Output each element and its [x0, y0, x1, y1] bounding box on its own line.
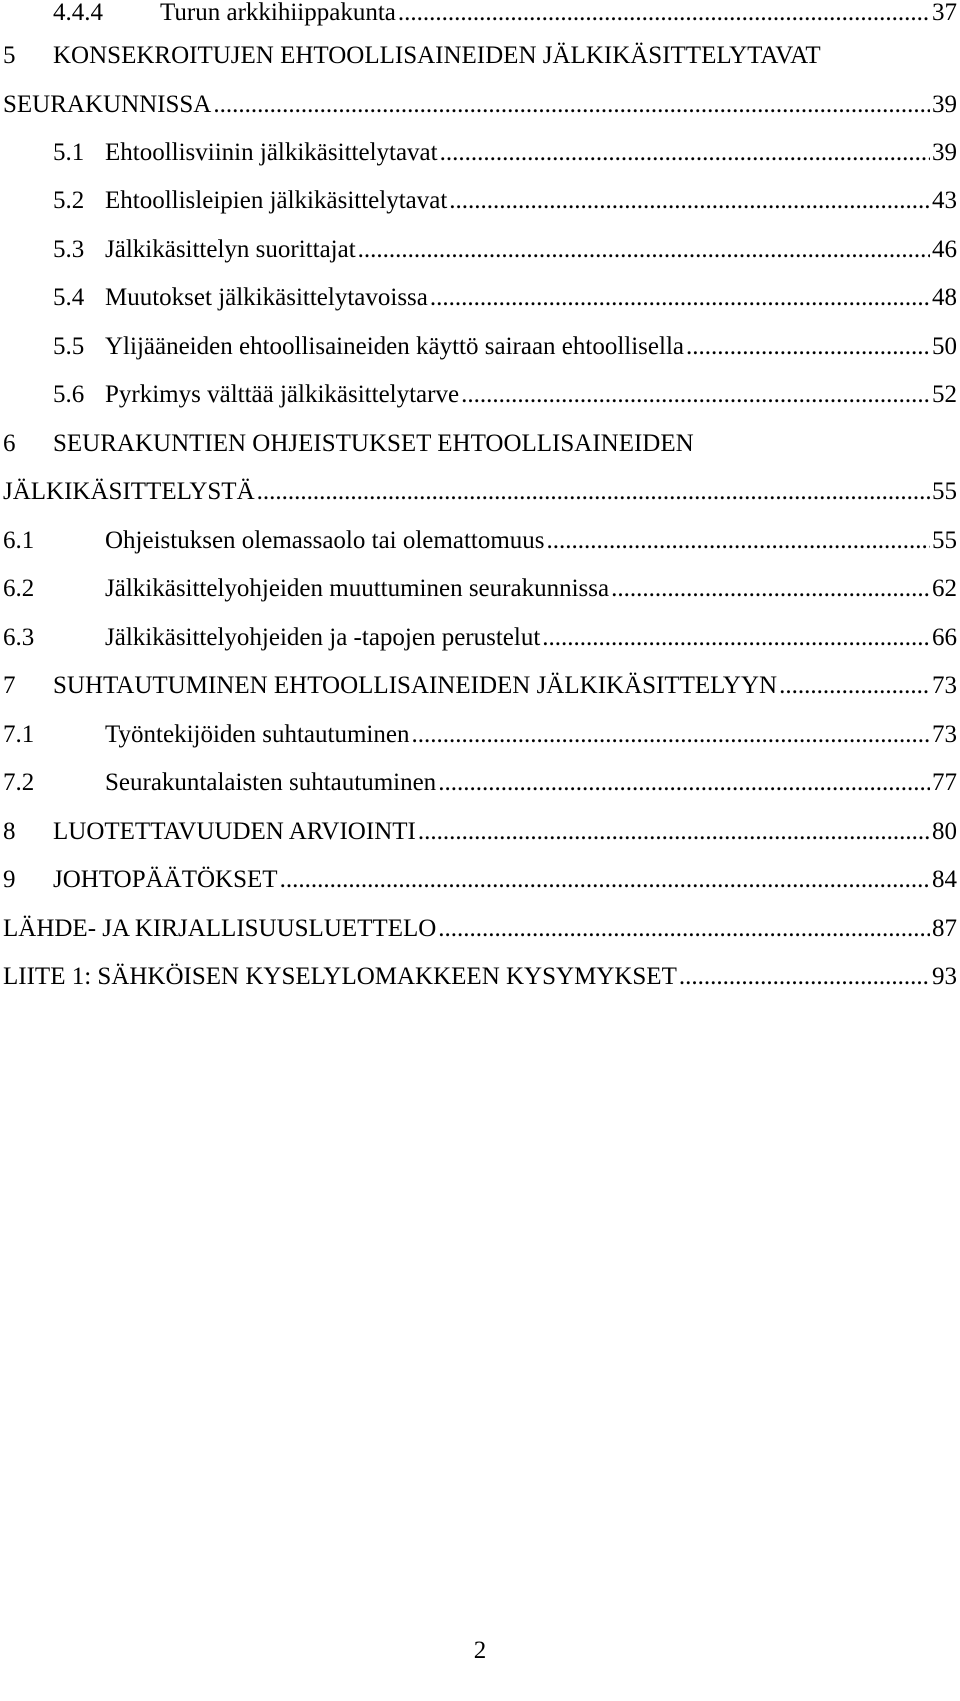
toc-entry — [0, 281, 960, 315]
toc-entry-title: Muutokset jälkikäsittelytavoissa — [105, 284, 428, 311]
toc-entry-number: 5.5 — [53, 333, 85, 360]
toc-entry — [0, 524, 960, 558]
toc-entry-title: Seurakuntalaisten suhtautuminen — [105, 769, 437, 796]
dot-leader — [440, 136, 930, 170]
toc-entry — [0, 766, 960, 800]
toc-entry-number: 7 — [3, 672, 16, 699]
toc-entry-title: Ehtoollisleipien jälkikäsittelytavat — [105, 187, 448, 214]
toc-entry — [0, 233, 960, 267]
toc-entry — [0, 669, 960, 703]
page-number: 2 — [473, 1637, 487, 1664]
toc-entry-title: Ylijääneiden ehtoollisaineiden käyttö sairaan ehtoollisella — [105, 333, 684, 360]
toc-entry — [0, 427, 960, 461]
toc-entry-page: 43 — [932, 187, 957, 214]
toc-entry — [0, 330, 960, 364]
toc-entry-number: 4.4.4 — [53, 0, 103, 26]
toc-entry-page: 39 — [932, 91, 957, 118]
toc-entry — [0, 378, 960, 412]
toc-entry-title: LUOTETTAVUUDEN ARVIOINTI — [53, 818, 416, 845]
toc-entry — [0, 718, 960, 752]
toc-entry-title: Turun arkkihiippakunta — [160, 0, 396, 26]
toc-entry-number: 7.1 — [3, 721, 35, 748]
dot-leader — [280, 863, 930, 897]
toc-entry — [0, 912, 960, 946]
dot-leader — [461, 378, 930, 412]
toc-entry-continuation — [0, 475, 960, 509]
toc-entry-title: Pyrkimys välttää jälkikäsittelytarve — [105, 381, 460, 408]
toc-entry-title: SEURAKUNTIEN OHJEISTUKSET EHTOOLLISAINEIDEN — [53, 430, 694, 457]
dot-leader — [438, 766, 930, 800]
toc-entry-title: Jälkikäsittelyohjeiden ja -tapojen perustelut — [105, 624, 541, 651]
toc-entry-number: 7.2 — [3, 769, 35, 796]
toc-entry-number: 5.6 — [53, 381, 85, 408]
toc-entry-number: 6 — [3, 430, 16, 457]
toc-entry-title: Jälkikäsittelyohjeiden muuttuminen seurakunnissa — [105, 575, 610, 602]
dot-leader — [779, 669, 930, 703]
toc-entry-page: 77 — [932, 769, 957, 796]
toc-entry-title: KONSEKROITUJEN EHTOOLLISAINEIDEN JÄLKIKÄSITTELYTAVAT — [53, 42, 821, 69]
dot-leader — [430, 281, 930, 315]
toc-entry-number: 5.3 — [53, 236, 85, 263]
dot-leader — [611, 572, 930, 606]
toc-entry-title: JOHTOPÄÄTÖKSET — [53, 866, 278, 893]
toc-entry-title: Ohjeistuksen olemassaolo tai olemattomuus — [105, 527, 545, 554]
toc-entry — [0, 572, 960, 606]
toc-entry — [0, 815, 960, 849]
toc-entry-number: 5.1 — [53, 139, 85, 166]
dot-leader — [438, 912, 930, 946]
toc-entry-title: Ehtoollisviinin jälkikäsittelytavat — [105, 139, 438, 166]
dot-leader — [418, 815, 930, 849]
toc-entry-title: Jälkikäsittelyn suorittajat — [105, 236, 356, 263]
toc-entry-title: LÄHDE- JA KIRJALLISUUSLUETTELO — [3, 915, 437, 942]
toc-entry-page: 73 — [932, 721, 957, 748]
dot-leader — [257, 475, 930, 509]
toc-entry-page: 62 — [932, 575, 957, 602]
toc-entry — [0, 863, 960, 897]
dot-leader — [679, 960, 930, 994]
toc-entry-page: 84 — [932, 866, 957, 893]
toc-entry-title: SUHTAUTUMINEN EHTOOLLISAINEIDEN JÄLKIKÄSITTELYYN — [53, 672, 778, 699]
toc-entry — [0, 136, 960, 170]
toc-entry-page: 87 — [932, 915, 957, 942]
toc-entry-number: 5.2 — [53, 187, 85, 214]
dot-leader — [542, 621, 930, 655]
toc-entry-page: 37 — [932, 0, 957, 26]
toc-entry-number: 5 — [3, 42, 16, 69]
toc-entry-title: Työntekijöiden suhtautuminen — [105, 721, 410, 748]
toc-entry-page: 39 — [932, 139, 957, 166]
toc-entry-page: 73 — [932, 672, 957, 699]
dot-leader — [411, 718, 930, 752]
toc-entry-page: 55 — [932, 478, 957, 505]
toc-entry-page: 80 — [932, 818, 957, 845]
dot-leader — [686, 330, 930, 364]
dot-leader — [358, 233, 930, 267]
toc-entry-page: 50 — [932, 333, 957, 360]
toc-entry — [0, 960, 960, 994]
toc-entry-page: 93 — [932, 963, 957, 990]
toc-entry-title-continuation: SEURAKUNNISSA — [3, 91, 212, 118]
toc-entry-title: LIITE 1: SÄHKÖISEN KYSELYLOMAKKEEN KYSYMYKSET — [3, 963, 677, 990]
toc-entry-page: 46 — [932, 236, 957, 263]
toc-entry-continuation — [0, 88, 960, 122]
toc-entry-number: 6.3 — [3, 624, 35, 651]
toc-entry-number: 5.4 — [53, 284, 85, 311]
toc-entry-number: 6.2 — [3, 575, 35, 602]
toc-entry — [0, 39, 960, 73]
toc-entry-number: 6.1 — [3, 527, 35, 554]
toc-entry-number: 9 — [3, 866, 16, 893]
toc-entry-page: 66 — [932, 624, 957, 651]
toc-entry — [0, 184, 960, 218]
dot-leader — [213, 88, 930, 122]
dot-leader — [547, 524, 930, 558]
toc-entry — [0, 0, 960, 30]
toc-entry-page: 48 — [932, 284, 957, 311]
dot-leader — [449, 184, 930, 218]
dot-leader — [398, 0, 930, 30]
toc-entry — [0, 621, 960, 655]
toc-entry-number: 8 — [3, 818, 16, 845]
toc-entry-title-continuation: JÄLKIKÄSITTELYSTÄ — [3, 478, 255, 505]
toc-entry-page: 52 — [932, 381, 957, 408]
toc-entry-page: 55 — [932, 527, 957, 554]
